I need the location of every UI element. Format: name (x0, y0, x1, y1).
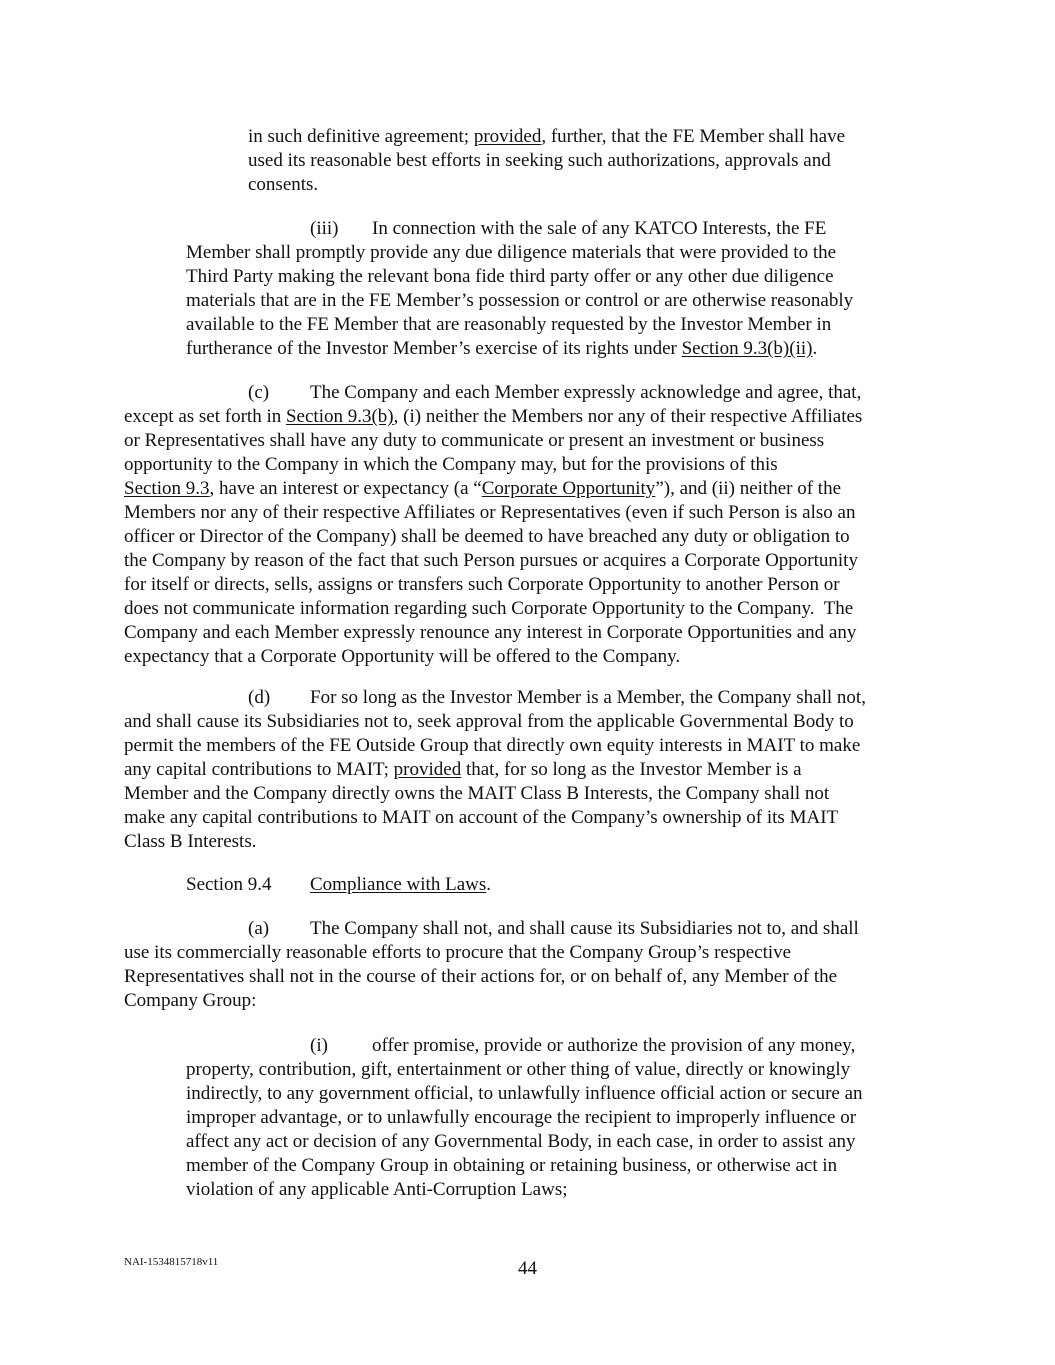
text-run: ”), and (ii) neither of the (655, 478, 842, 499)
text-run: For so long as the Investor Member is a Member, the Company shall not, (310, 687, 866, 708)
para-9-4-a-i-line (186, 1106, 856, 1130)
paragraph-label: (d) (248, 687, 271, 708)
para-d-line (124, 758, 802, 782)
text-run: the Company by reason of the fact that such Person pursues or acquires a Corporate Opportunity (124, 550, 858, 571)
para-c-line (124, 501, 855, 525)
text-run: except as set forth in (124, 406, 286, 427)
paragraph-label: (a) (248, 918, 270, 939)
text-run: Representatives shall not in the course of their actions for, or on behalf of, any Member of the (124, 966, 838, 987)
text-run: violation of any applicable Anti-Corruption Laws; (186, 1179, 568, 1200)
cross-reference: Section 9.3(b)(ii) (681, 338, 813, 359)
para-9-4-a-i-line (186, 1178, 568, 1202)
text-run: Member and the Company directly owns the MAIT Class B Interests, the Company shall not (124, 783, 830, 804)
text-run: Member shall promptly provide any due diligence materials that were provided to the (186, 242, 837, 263)
text-run: . (812, 338, 818, 359)
para-9-4-a-line (124, 965, 837, 989)
text-run: , further, that the FE Member shall have (541, 126, 846, 147)
para-c-line (124, 477, 841, 501)
text-run: permit the members of the FE Outside Group that directly own equity interests in MAIT to make (124, 735, 861, 756)
para-d-line (310, 686, 866, 710)
paragraph-label: (i) (310, 1035, 328, 1056)
cross-reference: provided (393, 759, 462, 780)
text-run: , have an interest or expectancy (a “ (209, 478, 482, 499)
text-run: Members nor any of their respective Affiliates or Representatives (even if such Person is also an (124, 502, 856, 523)
para-b-iii-line (186, 313, 831, 337)
paragraph-label: (c) (248, 382, 270, 403)
para-c-line (124, 525, 850, 549)
para-c-line (124, 621, 856, 645)
text-run: any capital contributions to MAIT; (124, 759, 394, 780)
cross-reference: Corporate Opportunity (481, 478, 656, 499)
para-b-iii-line (372, 217, 826, 241)
text-run: for itself or directs, sells, assigns or transfers such Corporate Opportunity to another Person or (124, 574, 840, 595)
document-id-footer: NAI-1534815718v11 (124, 1256, 219, 1268)
text-run: Company Group: (124, 990, 257, 1011)
para-b-iii-line (186, 289, 853, 313)
text-run: does not communicate information regarding such Corporate Opportunity to the Company. The (124, 598, 854, 619)
text-run: , (i) neither the Members nor any of their respective Affiliates (393, 406, 863, 427)
para-d-line (124, 806, 838, 830)
para-b-iii-line (186, 241, 836, 265)
para-c-line (124, 549, 858, 573)
para-c-line (124, 405, 862, 429)
para-b-iii-line (186, 265, 834, 289)
para-9-4-a-line (124, 989, 256, 1013)
para-d-line (124, 782, 829, 806)
para-9-4-a-i-line (186, 1154, 837, 1178)
para-c-line (124, 429, 824, 453)
text-run: affect any act or decision of any Governmental Body, in each case, in order to assist any (186, 1131, 856, 1152)
text-run: Third Party making the relevant bona fide third party offer or any other due diligence (186, 266, 834, 287)
text-run: and shall cause its Subsidiaries not to, seek approval from the applicable Governmental Body to (124, 711, 854, 732)
text-run: member of the Company Group in obtaining or retaining business, or otherwise act in (186, 1155, 838, 1176)
text-run: that, for so long as the Investor Member is a (461, 759, 802, 780)
text-run: in such definitive agreement; (248, 126, 474, 147)
para-c-line (124, 573, 840, 597)
para-d-line (124, 710, 854, 734)
para-b-ii-cont-line (248, 173, 318, 197)
text-run: or Representatives shall have any duty to communicate or present an investment or business (124, 430, 825, 451)
page-number: 44 (518, 1258, 537, 1279)
text-run: Class B Interests. (124, 831, 257, 852)
para-b-iii-line (186, 337, 817, 361)
para-9-4-a-line (310, 917, 859, 941)
para-c-line (310, 381, 861, 405)
text-run: In connection with the sale of any KATCO Interests, the FE (372, 218, 827, 239)
text-run: The Company and each Member expressly acknowledge and agree, that, (310, 382, 862, 403)
cross-reference: provided (473, 126, 542, 147)
text-run: make any capital contributions to MAIT on account of the Company’s ownership of its MAIT (124, 807, 839, 828)
text-run: materials that are in the FE Member’s possession or control or are otherwise reasonably (186, 290, 854, 311)
text-run: available to the FE Member that are reasonably requested by the Investor Member in (186, 314, 832, 335)
cross-reference: Section 9.3 (124, 478, 210, 499)
paragraph-label: (iii) (310, 218, 339, 239)
text-run: Company and each Member expressly renounce any interest in Corporate Opportunities and any (124, 622, 857, 643)
para-c-line (124, 645, 680, 669)
para-9-4-a-i-line (186, 1130, 856, 1154)
para-d-line (124, 830, 256, 854)
text-run: expectancy that a Corporate Opportunity will be offered to the Company. (124, 646, 681, 667)
cross-reference: Compliance with Laws (310, 874, 487, 895)
para-9-4-a-i-line (372, 1034, 855, 1058)
text-run: use its commercially reasonable efforts to procure that the Company Group’s respective (124, 942, 792, 963)
para-b-ii-cont-line (248, 149, 831, 173)
para-c-line (124, 597, 853, 621)
para-9-4-a-i-line (186, 1082, 863, 1106)
text-run: The Company shall not, and shall cause its Subsidiaries not to, and shall (310, 918, 859, 939)
para-d-line (124, 734, 860, 758)
text-run: consents. (248, 174, 319, 195)
text-run: used its reasonable best efforts in seeking such authorizations, approvals and (248, 150, 831, 171)
para-b-ii-cont-line (248, 125, 845, 149)
text-run: officer or Director of the Company) shall be deemed to have breached any duty or obligation to (124, 526, 850, 547)
text-run: offer promise, provide or authorize the provision of any money, (372, 1035, 856, 1056)
paragraph-label: Section 9.4 (186, 874, 272, 895)
text-run: property, contribution, gift, entertainment or other thing of value, directly or knowingly (186, 1059, 851, 1080)
cross-reference: Section 9.3(b) (285, 406, 394, 427)
text-run: opportunity to the Company in which the Company may, but for the provisions of this (124, 454, 778, 475)
para-9-4-a-i-line (186, 1058, 850, 1082)
para-c-line (124, 453, 778, 477)
text-run: furtherance of the Investor Member’s exercise of its rights under (186, 338, 682, 359)
text-run: . (486, 874, 491, 895)
para-9-4-a-line (124, 941, 791, 965)
section-9-4-heading-line (310, 873, 491, 897)
text-run: improper advantage, or to unlawfully encourage the recipient to improperly influence or (186, 1107, 857, 1128)
text-run: indirectly, to any government official, to unlawfully influence official action or secure an (186, 1083, 863, 1104)
